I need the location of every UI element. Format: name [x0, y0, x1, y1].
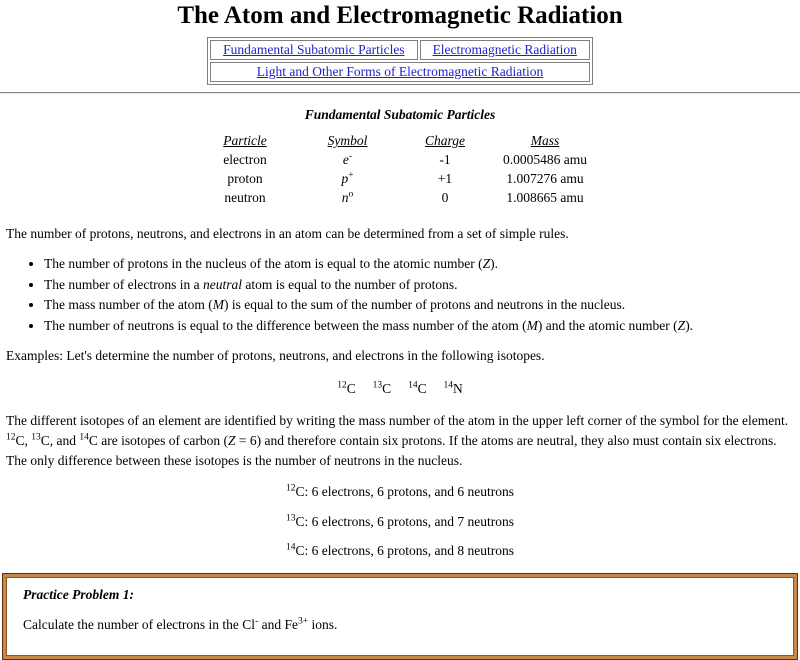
header-divider: [0, 92, 800, 94]
carbon-14-count-line: $^{14}$C: 6 electrons, 6 protons, and 8 neutrons: [285, 542, 515, 558]
particles-header-row: [198, 132, 603, 150]
carbon-13-count-line: $^{13}$C: 6 electrons, 6 protons, and 7 neutrons: [285, 513, 515, 529]
particle-charge: +1: [437, 170, 453, 186]
particle-mass: 1.007276 amu: [506, 170, 584, 186]
particle-symbol: $n^o$: [341, 189, 354, 205]
list-item-rule-neutrons: • The number of neutrons is equal to the difference between the mass number of the atom (M) and the atomic number (Z).: [44, 317, 794, 334]
intro-paragraph: The number of protons, neutrons, and electrons in an atom can be determined from a set of simple rules.: [6, 226, 569, 241]
table-row-proton: [198, 169, 603, 188]
nav-cell-em-radiation: [420, 40, 590, 60]
column-header-particle: Particle: [223, 133, 267, 148]
list-item-rule-electrons: • The number of electrons in a neutral atom is equal to the number of protons.: [44, 276, 794, 293]
nav-container: [6, 37, 794, 85]
particle-name: neutron: [224, 189, 266, 205]
examples-paragraph: Examples: Let's determine the number of protons, neutrons, and electrons in the following isotopes.: [6, 347, 545, 363]
table-row-neutron: [198, 188, 603, 207]
nav-row-1: [210, 40, 590, 60]
nav-link-electromagnetic-radiation[interactable]: Electromagnetic Radiation: [432, 42, 577, 57]
isotopes-paragraph: The different isotopes of an element are identified by writing the mass number of the atom in the upper left corner of the symbol for the element. $^{12}$C, $^{13}$C, and $^{14}$C are isotopes of carbon (Z = 6) and therefore contain six protons. If the atoms are neutral, they also must contain six electrons. The only difference between these isotopes is the number of neutrons in the nucleus.: [6, 412, 789, 468]
particle-mass: 1.008665 amu: [506, 189, 584, 205]
list-item-rule-protons: • The number of protons in the nucleus of the atom is equal to the atomic number (Z).: [44, 255, 794, 272]
nav-table: [207, 37, 593, 85]
practice-problem-question: Calculate the number of electrons in the Cl- and $Fe^{3+}$ ions.: [23, 616, 338, 632]
table-row-electron: [198, 150, 603, 169]
particle-name: electron: [223, 151, 267, 167]
nav-link-light-and-other-forms[interactable]: Light and Other Forms of Electromagnetic Radiation: [256, 64, 544, 79]
practice-problem-inner: [6, 577, 794, 656]
particle-mass: 0.0005486 amu: [503, 151, 587, 167]
particle-name: proton: [227, 170, 263, 186]
particle-symbol: p+: [341, 170, 354, 186]
particle-charge: 0: [441, 189, 449, 205]
particle-charge: -1: [439, 151, 451, 167]
rules-list: [6, 255, 794, 334]
list-item-rule-mass-number: • The mass number of the atom (M) is equal to the sum of the number of protons and neutrons in the nucleus.: [44, 296, 794, 313]
carbon-12-count-line: $^{12}$C: 6 electrons, 6 protons, and 6 neutrons: [285, 483, 515, 499]
nav-link-fundamental-subatomic-particles[interactable]: Fundamental Subatomic Particles: [223, 42, 405, 57]
particle-symbol: e-: [342, 151, 353, 167]
practice-problem-title: Practice Problem 1:: [23, 586, 134, 602]
column-header-mass: Mass: [530, 133, 560, 148]
page: [0, 2, 800, 632]
particles-heading: Fundamental Subatomic Particles: [304, 107, 496, 122]
nav-row-2: [210, 62, 590, 82]
particles-table: [198, 132, 603, 207]
nav-cell-fundamental: [210, 40, 417, 60]
isotope-symbols-line: $^{12}$C $^{13}$C $^{14}$C $^{14}$N: [337, 380, 463, 396]
nav-cell-light: [210, 62, 590, 82]
page-title: The Atom and Electromagnetic Radiation: [177, 2, 623, 29]
column-header-charge: Charge: [425, 133, 465, 148]
practice-problem-box: [2, 573, 798, 660]
column-header-symbol: Symbol: [327, 133, 368, 148]
